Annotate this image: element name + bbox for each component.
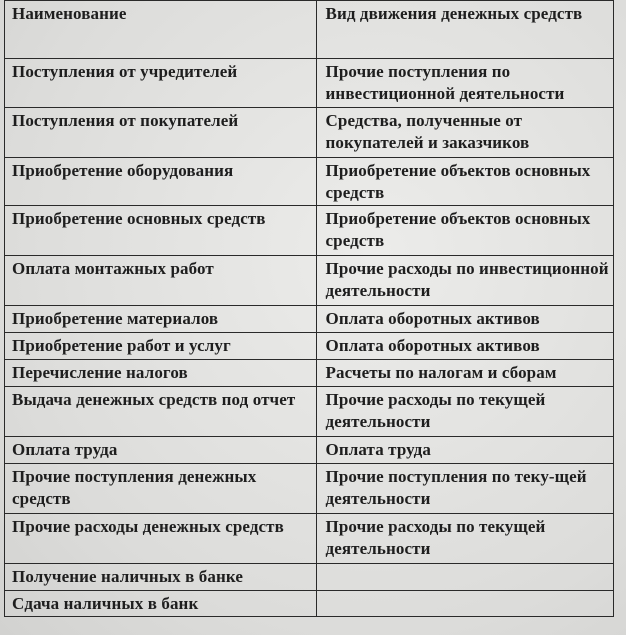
row-cash-flow-type: Приобретение объектов основных средств <box>316 158 613 206</box>
row-name: Поступления от покупателей <box>5 108 317 158</box>
row-cash-flow-type: Оплата оборотных активов <box>316 333 613 360</box>
row-cash-flow-type: Прочие расходы по инвестиционной деятельности <box>316 256 613 306</box>
row-name: Оплата монтажных работ <box>5 256 317 306</box>
header-name: Наименование <box>5 1 317 59</box>
table-row <box>5 108 614 158</box>
row-name: Прочие расходы денежных средств <box>5 514 317 564</box>
row-cash-flow-type: Средства, полученные от покупателей и заказчиков <box>316 108 613 158</box>
row-name: Прочие поступления денежных средств <box>5 464 317 514</box>
row-cash-flow-type: Приобретение объектов основных средств <box>316 206 613 256</box>
table-row <box>5 59 614 108</box>
row-name: Приобретение основных средств <box>5 206 317 256</box>
table-row <box>5 306 614 333</box>
row-cash-flow-type <box>316 591 613 617</box>
table-row <box>5 514 614 564</box>
row-name: Оплата труда <box>5 437 317 464</box>
row-name: Приобретение материалов <box>5 306 317 333</box>
row-name: Сдача наличных в банк <box>5 591 317 617</box>
row-cash-flow-type: Оплата оборотных активов <box>316 306 613 333</box>
table-row <box>5 437 614 464</box>
table-row <box>5 206 614 256</box>
row-cash-flow-type: Оплата труда <box>316 437 613 464</box>
table-row <box>5 387 614 437</box>
table-header-row <box>5 1 614 59</box>
table-row <box>5 360 614 387</box>
row-cash-flow-type: Расчеты по налогам и сборам <box>316 360 613 387</box>
cash-flow-table <box>4 0 614 617</box>
table-row <box>5 158 614 206</box>
table-row <box>5 256 614 306</box>
header-cash-flow-type: Вид движения денежных средств <box>316 1 613 59</box>
row-name: Поступления от учредителей <box>5 59 317 108</box>
row-name: Получение наличных в банке <box>5 564 317 591</box>
row-cash-flow-type: Прочие поступления по теку-щей деятельности <box>316 464 613 514</box>
row-name: Приобретение работ и услуг <box>5 333 317 360</box>
row-cash-flow-type: Прочие поступления по инвестиционной деятельности <box>316 59 613 108</box>
row-name: Приобретение оборудования <box>5 158 317 206</box>
row-cash-flow-type <box>316 564 613 591</box>
table-row <box>5 591 614 617</box>
table-row <box>5 564 614 591</box>
row-cash-flow-type: Прочие расходы по текущей деятельности <box>316 387 613 437</box>
table-row <box>5 333 614 360</box>
row-cash-flow-type: Прочие расходы по текущей деятельности <box>316 514 613 564</box>
table-row <box>5 464 614 514</box>
row-name: Перечисление налогов <box>5 360 317 387</box>
row-name: Выдача денежных средств под отчет <box>5 387 317 437</box>
